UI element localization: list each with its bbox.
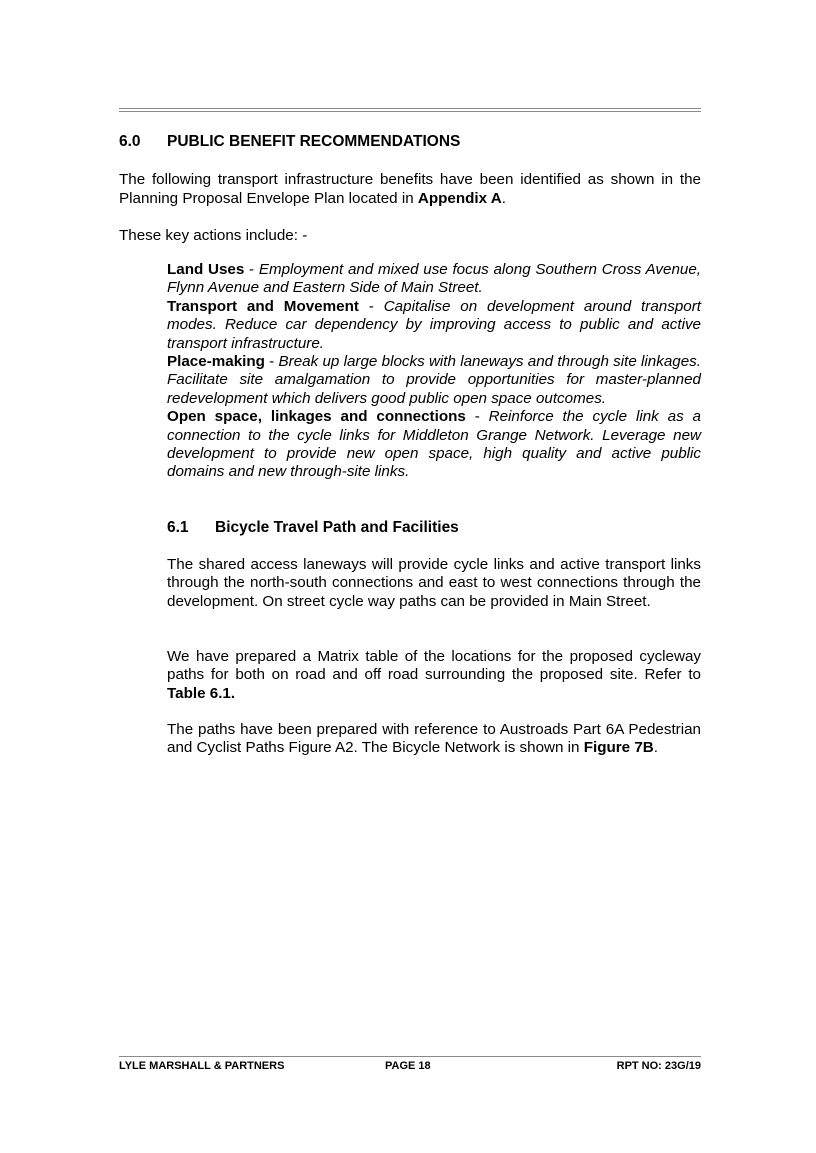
report-number: 23G/19 [664,1060,701,1072]
footer-rule [119,1056,701,1057]
paragraph-text: We have prepared a Matrix table of the locations for the proposed cycleway paths for both on road and off road surrounding the proposed site. Refer to [167,648,701,684]
action-separator: - [244,261,259,278]
action-separator: - [264,353,279,371]
action-separator: - [465,408,489,426]
bicycle-paragraph-2 [167,648,701,703]
subsection-title: Bicycle Travel Path and Facilities [215,519,459,536]
action-item-open-space [167,408,701,482]
footer-company: LYLE MARSHALL & PARTNERS [119,1060,285,1072]
action-separator: - [358,297,384,315]
action-term: Place-making [167,353,265,371]
table-reference: Table 6.1. [167,684,236,702]
header-rule [119,108,701,112]
bicycle-paragraph-1: The shared access laneways will provide cycle links and active transport links through the north-south connections and east to west connections through the development. On street cycle way paths can be provided in Main Street. [167,556,701,610]
action-item-land-uses [167,261,701,298]
intro-paragraph [119,170,701,208]
footer-report-number [617,1060,701,1072]
paragraph-text: The paths have been prepared with reference to Austroads Part 6A Pedestrian and Cyclist Paths Figure A2. The Bicycle Network is shown in [167,721,701,757]
report-label: RPT NO: [616,1060,665,1072]
paragraph-end: . [653,739,658,757]
intro-text: The following transport infrastructure benefits have been identified as shown in the Planning Proposal Envelope Plan located in [119,171,701,207]
action-term: Land Uses [167,261,245,278]
key-actions-list [167,261,701,482]
footer-page-number: PAGE 18 [385,1060,431,1072]
action-description: Employment and mixed use focus along Southern Cross Avenue, Flynn Avenue and Eastern Side of Main Street. [167,261,702,297]
figure-reference: Figure 7B [583,739,654,757]
subsection-heading [167,519,459,537]
subsection-number: 6.1 [167,519,189,536]
action-term: Transport and Movement [167,297,359,315]
section-number: 6.0 [119,133,141,150]
action-description: Capitalise on development around transport modes. Reduce car dependency by improving access to public and active transport infrastructure. [167,297,701,352]
action-item-place-making [167,353,701,408]
action-term: Open space, linkages and connections [167,408,466,426]
action-description: Break up large blocks with laneways and through site linkages. Facilitate site amalgamation to provide opportunities for master-planned redevelopment which delivers good public open space outcomes. [167,353,701,407]
bicycle-paragraph-3 [167,721,701,758]
key-actions-lead: These key actions include: - [119,227,308,244]
section-heading [119,133,460,151]
action-item-transport [167,298,701,353]
intro-end: . [501,190,506,207]
appendix-reference: Appendix A [417,190,502,207]
action-description: Reinforce the cycle link as a connection to the cycle links for Middleton Grange Network. Leverage new development to provide new open space, high quality and active public domains and new through-site links. [167,408,701,481]
section-title: PUBLIC BENEFIT RECOMMENDATIONS [167,133,461,150]
